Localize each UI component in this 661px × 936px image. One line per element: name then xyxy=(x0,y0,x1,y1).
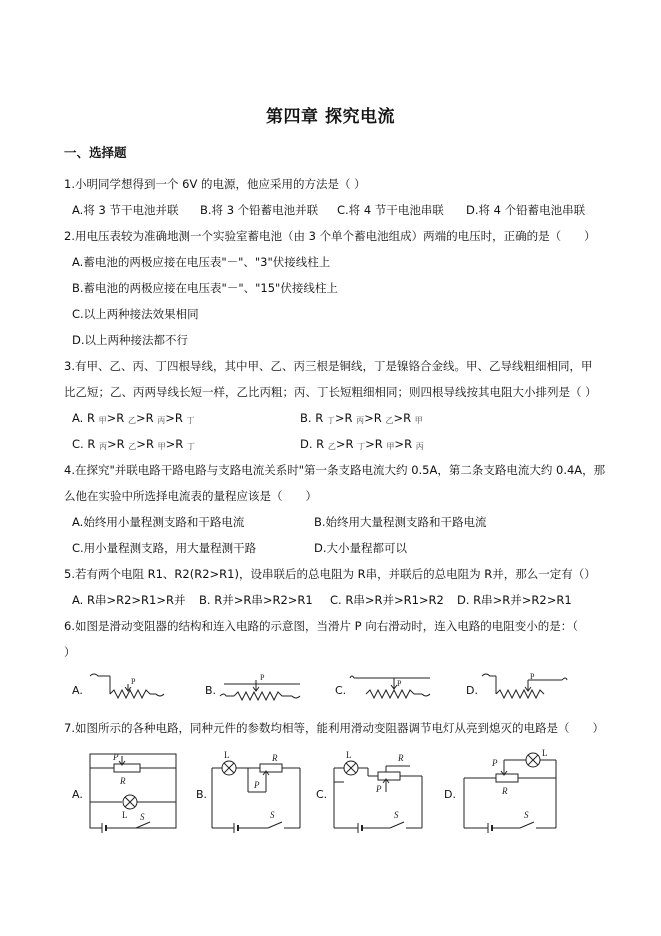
question-6-stem-line2: ） xyxy=(64,645,76,659)
q7-b-l-label: L xyxy=(224,750,230,760)
q2-option-a[interactable]: A.蓄电池的两极应接在电压表"－"、"3"伏接线柱上 xyxy=(72,255,331,269)
wire-subscript: 甲 xyxy=(414,416,423,425)
q5-option-a[interactable]: A. R串>R2>R1>R并 xyxy=(72,593,186,607)
question-6-stem-line1: 6.如图是滑动变阻器的结构和连入电路的示意图，当滑片 P 向右滑动时，连入电路的电阻变小的是：（ xyxy=(64,619,578,633)
wire-subscript: 丁 xyxy=(186,416,195,425)
wire-subscript: 丙 xyxy=(415,442,424,451)
greater-than-sign: > xyxy=(334,411,345,425)
wire-subscript: 甲 xyxy=(157,442,166,451)
q7-a-r-label: R xyxy=(120,776,126,786)
wire-subscript: 丁 xyxy=(357,442,366,451)
greater-than-sign: > xyxy=(394,437,405,451)
q7-b-p-label: P xyxy=(254,780,260,790)
q7-d-l-label: L xyxy=(542,748,548,758)
q2-option-b[interactable]: B.蓄电池的两极应接在电压表"－"、"15"伏接线柱上 xyxy=(72,281,338,295)
q7-d-p-label: P xyxy=(492,758,498,768)
q6-rheostat-diagram-d xyxy=(482,668,567,704)
q6-label-c[interactable]: C. xyxy=(335,684,347,697)
q3-option-letter: A. xyxy=(72,411,87,425)
wire-subscript: 乙 xyxy=(127,416,136,425)
q7-label-d[interactable]: D. xyxy=(444,788,456,801)
q7-b-r-label: R xyxy=(272,753,278,763)
q7-d-s-label: S xyxy=(524,810,529,820)
resistance-symbol: R xyxy=(373,411,386,425)
q3-option-a[interactable] xyxy=(72,410,195,429)
resistance-symbol: R xyxy=(145,411,158,425)
q7-b-s-label: S xyxy=(270,810,275,820)
resistance-symbol: R xyxy=(174,411,187,425)
q6-label-b[interactable]: B. xyxy=(205,684,217,697)
greater-than-sign: > xyxy=(165,411,175,425)
resistance-symbol: R xyxy=(175,437,187,451)
resistance-symbol: R xyxy=(403,411,415,425)
greater-than-sign: > xyxy=(364,411,374,425)
q7-c-s-label: S xyxy=(394,810,399,820)
q7-circuit-diagram-d xyxy=(462,748,562,834)
resistance-symbol: R xyxy=(374,437,387,451)
wire-subscript: 甲 xyxy=(386,442,395,451)
wire-subscript: 丁 xyxy=(186,442,195,451)
greater-than-sign: > xyxy=(107,437,117,451)
q3-option-d[interactable] xyxy=(300,436,424,455)
q4-option-b[interactable]: B.始终用大量程测支路和干路电流 xyxy=(314,515,487,529)
resistance-symbol: R xyxy=(87,437,99,451)
q1-option-c[interactable]: C.将 4 节干电池串联 xyxy=(337,203,444,217)
greater-than-sign: > xyxy=(165,437,176,451)
question-5-stem: 5.若有两个电阻 R1、R2(R2>R1)，设串联后的总电阻为 R串，并联后的总电阻为 R并，那么一定有（） xyxy=(64,567,596,581)
q7-label-b[interactable]: B. xyxy=(196,788,208,801)
q3-option-b[interactable] xyxy=(300,410,423,429)
resistance-symbol: R xyxy=(404,437,416,451)
q7-a-p-label: P xyxy=(113,752,119,762)
q6-rheostat-diagram-a xyxy=(88,668,168,704)
q5-option-c[interactable]: C. R串>R并>R1>R2 xyxy=(330,593,444,607)
q6-d-slider-label: P xyxy=(530,672,535,681)
q1-option-b[interactable]: B.将 3 个铅蓄电池并联 xyxy=(200,203,319,217)
greater-than-sign: > xyxy=(335,437,346,451)
q6-c-slider-label: P xyxy=(397,679,402,688)
q6-rheostat-diagram-b xyxy=(220,668,305,704)
wire-subscript: 乙 xyxy=(385,416,394,425)
q2-option-c[interactable]: C.以上两种接法效果相同 xyxy=(72,307,199,321)
q7-d-r-label: R xyxy=(502,786,508,796)
wire-subscript: 丙 xyxy=(157,416,166,425)
question-4-stem-line2: 么他在实验中所选择电流表的量程应该是（ ） xyxy=(64,489,317,503)
resistance-symbol: R xyxy=(116,411,128,425)
greater-than-sign: > xyxy=(365,437,375,451)
q7-circuit-diagram-c xyxy=(332,752,428,834)
question-1-stem: 1.小明同学想得到一个 6V 的电源，他应采用的方法是（ ） xyxy=(64,177,366,191)
q5-option-d[interactable]: D. R串>R并>R2>R1 xyxy=(457,593,572,607)
q3-option-letter: D. xyxy=(300,437,317,451)
q3-option-c[interactable] xyxy=(72,436,195,455)
q7-circuit-diagram-b xyxy=(210,752,306,834)
q7-c-l-label: L xyxy=(346,750,352,760)
q6-label-a[interactable]: A. xyxy=(72,684,83,697)
q6-b-slider-label: P xyxy=(260,673,265,682)
q7-label-a[interactable]: A. xyxy=(72,788,83,801)
q7-a-s-label: S xyxy=(140,812,145,822)
resistance-symbol: R xyxy=(86,411,99,425)
q4-option-a[interactable]: A.始终用小量程测支路和干路电流 xyxy=(72,515,245,529)
question-4-stem-line1: 4.在探究"并联电路干路电路与支路电流关系时"第一条支路电流大约 0.5A，第二条支路电流大约 0.4A，那 xyxy=(64,463,606,477)
q4-option-c[interactable]: C.用小量程测支路，用大量程测干路 xyxy=(72,541,257,555)
question-3-stem-line1: 3.有甲、乙、丙、丁四根导线，其中甲、乙、丙三根是铜线，丁是镍铬合金线。甲、乙导线粗细相同，甲 xyxy=(64,359,593,373)
section-heading: 一、选择题 xyxy=(64,145,127,160)
resistance-symbol: R xyxy=(344,411,357,425)
q3-option-letter: C. xyxy=(72,437,88,451)
q1-option-d[interactable]: D.将 4 个铅蓄电池串联 xyxy=(466,203,586,217)
resistance-symbol: R xyxy=(116,437,129,451)
q2-option-d[interactable]: D.以上两种接法都不行 xyxy=(72,333,189,347)
q7-label-c[interactable]: C. xyxy=(316,788,328,801)
wire-subscript: 丙 xyxy=(356,416,365,425)
q7-circuit-diagram-a xyxy=(88,752,180,834)
wire-subscript: 丙 xyxy=(99,442,107,451)
wire-subscript: 甲 xyxy=(98,416,107,425)
resistance-symbol: R xyxy=(315,411,327,425)
wire-subscript: 乙 xyxy=(327,442,336,451)
q6-rheostat-diagram-c xyxy=(350,668,435,704)
greater-than-sign: > xyxy=(136,437,146,451)
q5-option-b[interactable]: B. R并>R串>R2>R1 xyxy=(199,593,313,607)
q6-label-d[interactable]: D. xyxy=(466,684,478,697)
greater-than-sign: > xyxy=(393,411,404,425)
q6-a-slider-label: P xyxy=(131,677,136,686)
resistance-symbol: R xyxy=(345,437,358,451)
greater-than-sign: > xyxy=(135,411,146,425)
chapter-title: 第四章 探究电流 xyxy=(266,107,395,127)
wire-subscript: 乙 xyxy=(128,442,137,451)
q7-a-l-label: L xyxy=(122,810,128,820)
q3-option-letter: B. xyxy=(300,411,316,425)
q7-c-p-label: P xyxy=(376,784,382,794)
greater-than-sign: > xyxy=(106,411,117,425)
q1-option-a[interactable]: A.将 3 节干电池并联 xyxy=(72,203,179,217)
wire-subscript: 丁 xyxy=(326,416,335,425)
q4-option-d[interactable]: D.大小量程都可以 xyxy=(314,541,408,555)
q7-c-r-label: R xyxy=(398,753,404,763)
question-2-stem: 2.用电压表较为准确地测一个实验室蓄电池（由 3 个单个蓄电池组成）两端的电压时，正确的是（ ） xyxy=(64,229,596,243)
question-7-stem: 7.如图所示的各种电路，同种元件的参数均相等，能利用滑动变阻器调节电灯从亮到熄灭的电路是（ ） xyxy=(64,721,604,735)
resistance-symbol: R xyxy=(316,437,328,451)
question-3-stem-line2: 比乙短；乙、丙两导线长短一样，乙比丙粗；丙、丁长短粗细相同；则四根导线按其电阻大小排列是（ ） xyxy=(64,385,597,399)
resistance-symbol: R xyxy=(145,437,158,451)
